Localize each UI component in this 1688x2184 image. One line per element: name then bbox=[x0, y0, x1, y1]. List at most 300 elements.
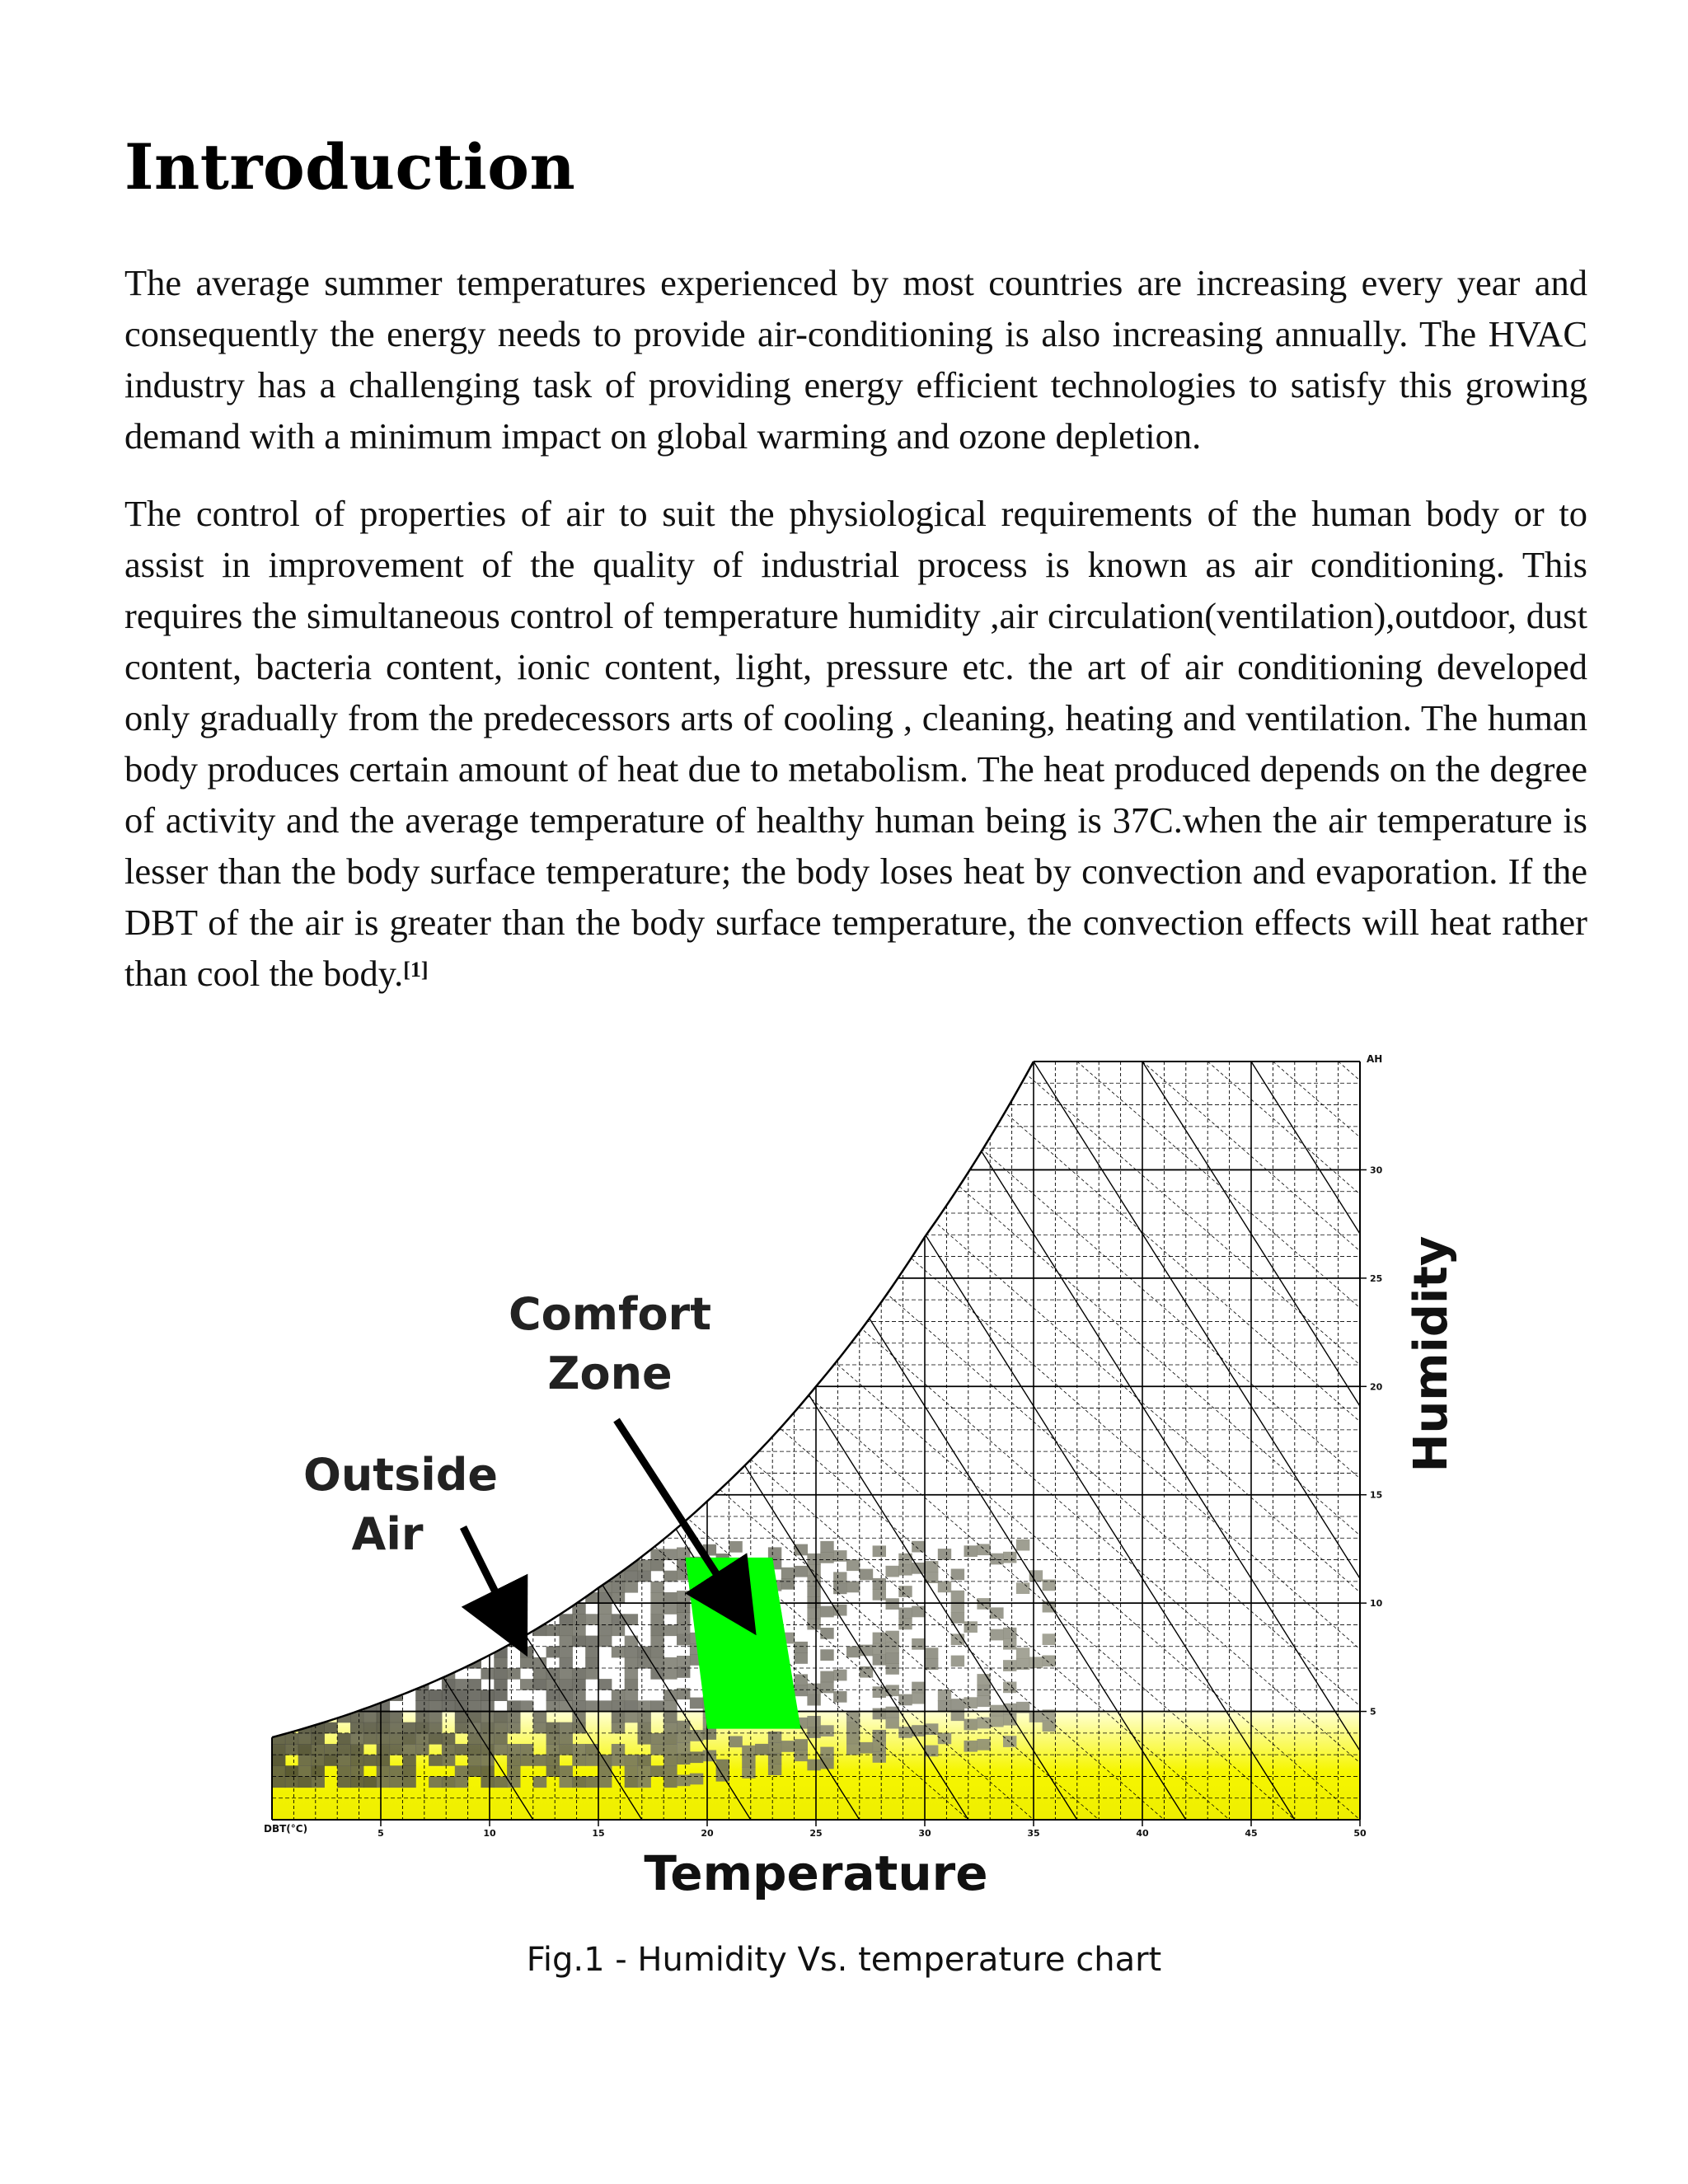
outside-air-cell bbox=[363, 1712, 377, 1723]
outside-air-cell bbox=[350, 1776, 363, 1788]
outside-air-cell bbox=[533, 1679, 546, 1690]
outside-air-cell bbox=[363, 1722, 377, 1734]
outside-air-cell bbox=[873, 1751, 886, 1763]
outside-air-cell bbox=[742, 1756, 755, 1768]
outside-air-cell bbox=[507, 1700, 520, 1712]
outside-air-cell bbox=[625, 1679, 638, 1690]
outside-air-cell bbox=[925, 1561, 938, 1572]
outside-air-cell bbox=[886, 1685, 899, 1696]
outside-air-cell bbox=[886, 1707, 899, 1718]
outside-air-cell bbox=[298, 1733, 312, 1745]
outside-air-cell bbox=[546, 1733, 560, 1745]
outside-air-cell bbox=[546, 1690, 560, 1701]
outside-air-cell bbox=[873, 1741, 886, 1752]
outside-air-cell bbox=[1043, 1720, 1056, 1732]
outside-air-cell bbox=[494, 1722, 507, 1734]
outside-air-cell bbox=[546, 1765, 560, 1777]
outside-air-cell bbox=[625, 1582, 638, 1593]
outside-air-cell bbox=[572, 1624, 585, 1636]
outside-air-cell bbox=[272, 1744, 285, 1755]
outside-air-cell bbox=[873, 1578, 886, 1590]
outside-air-cell bbox=[468, 1712, 481, 1723]
outside-air-cell bbox=[873, 1686, 886, 1698]
x-tick-label: 25 bbox=[809, 1828, 823, 1839]
outside-air-cell bbox=[585, 1592, 598, 1604]
outside-air-cell bbox=[363, 1733, 377, 1745]
outside-air-cell bbox=[468, 1679, 481, 1690]
outside-air-cell bbox=[886, 1652, 899, 1664]
outside-air-label-line2: Air bbox=[351, 1508, 424, 1560]
outside-air-cell bbox=[690, 1698, 703, 1709]
outside-air-cell bbox=[377, 1712, 390, 1723]
outside-air-cell bbox=[820, 1682, 833, 1694]
outside-air-cell bbox=[560, 1614, 573, 1625]
outside-air-cell bbox=[650, 1668, 663, 1680]
outside-air-cell bbox=[807, 1760, 820, 1771]
outside-air-cell bbox=[598, 1765, 612, 1777]
outside-air-cell bbox=[1003, 1638, 1016, 1650]
y-axis-title: Humidity bbox=[1404, 1235, 1458, 1473]
outside-air-cell bbox=[481, 1700, 494, 1712]
outside-air-cell bbox=[546, 1744, 560, 1755]
outside-air-cell bbox=[977, 1739, 990, 1750]
outside-air-cell bbox=[272, 1755, 285, 1766]
outside-air-cell bbox=[455, 1765, 468, 1777]
outside-air-cell bbox=[625, 1712, 638, 1723]
outside-air-cell bbox=[768, 1547, 781, 1558]
outside-air-cell bbox=[663, 1755, 677, 1766]
outside-air-cell bbox=[886, 1631, 899, 1643]
outside-air-cell bbox=[846, 1744, 860, 1755]
outside-air-cell bbox=[612, 1647, 625, 1658]
outside-air-cell bbox=[912, 1725, 925, 1736]
outside-air-cell bbox=[820, 1649, 833, 1661]
outside-air-cell bbox=[820, 1606, 833, 1618]
outside-air-cell bbox=[312, 1744, 325, 1755]
outside-air-cell bbox=[650, 1700, 663, 1712]
outside-air-cell bbox=[781, 1741, 795, 1752]
outside-air-cell bbox=[846, 1733, 860, 1745]
outside-air-cell bbox=[873, 1654, 886, 1666]
outside-air-cell bbox=[650, 1765, 663, 1777]
outside-air-cell bbox=[795, 1750, 808, 1761]
outside-air-cell bbox=[442, 1679, 455, 1690]
outside-air-cell bbox=[625, 1700, 638, 1712]
outside-air-cell bbox=[402, 1755, 415, 1766]
outside-air-cell bbox=[442, 1733, 455, 1745]
outside-air-cell bbox=[429, 1722, 442, 1734]
outside-air-cell bbox=[820, 1552, 833, 1563]
y-tick-label: 20 bbox=[1370, 1381, 1383, 1393]
outside-air-cell bbox=[951, 1569, 964, 1581]
outside-air-cell bbox=[650, 1560, 663, 1572]
outside-air-cell bbox=[1029, 1657, 1043, 1668]
outside-air-cell bbox=[415, 1712, 429, 1723]
outside-air-cell bbox=[585, 1755, 598, 1766]
outside-air-cell bbox=[898, 1608, 912, 1619]
outside-air-cell bbox=[455, 1722, 468, 1734]
outside-air-cell bbox=[533, 1722, 546, 1734]
outside-air-cell bbox=[598, 1636, 612, 1647]
outside-air-cell bbox=[846, 1722, 860, 1734]
outside-air-cell bbox=[638, 1700, 651, 1712]
outside-air-cell bbox=[663, 1744, 677, 1755]
outside-air-cell bbox=[390, 1744, 403, 1755]
outside-air-cell bbox=[468, 1755, 481, 1766]
outside-air-cell bbox=[977, 1718, 990, 1729]
outside-air-cell bbox=[873, 1643, 886, 1655]
outside-air-cell bbox=[938, 1549, 951, 1560]
outside-air-cell bbox=[625, 1755, 638, 1766]
outside-air-cell bbox=[846, 1711, 860, 1722]
outside-air-cell bbox=[494, 1712, 507, 1723]
outside-air-cell bbox=[337, 1776, 350, 1788]
outside-air-cell bbox=[886, 1566, 899, 1577]
outside-air-cell bbox=[494, 1733, 507, 1745]
paragraph-2-text: The control of properties of air to suit the physiological requirements of the human body or to assist in improvement of the quality of industrial process is known as air conditioning. This requires the simultaneous control of temperature humidity ,air circulation(ventilation),outdoor, dust content, bacteria content, ionic content, light, pressure etc. the art of air conditioning developed only gradually from the predecessors arts of cooling , cleaning, heating and ventilation. The human body produces certain amount of heat due to metabolism. The heat produced depends on the degree of activity and the average temperature of healthy human being is 37C.when the air temperature is lesser than the body surface temperature; the body loses heat by convection and evaporation. If the DBT of the air is greater than the body surface temperature, the convection effects will heat rather than cool the body. bbox=[124, 493, 1587, 994]
outside-air-cell bbox=[795, 1566, 808, 1577]
outside-air-cell bbox=[964, 1719, 978, 1731]
outside-air-cell bbox=[1003, 1628, 1016, 1639]
outside-air-cell bbox=[585, 1647, 598, 1658]
outside-air-cell bbox=[820, 1758, 833, 1769]
outside-air-cell bbox=[677, 1591, 690, 1602]
outside-air-cell bbox=[560, 1776, 573, 1788]
x-tick-label: 20 bbox=[701, 1828, 714, 1839]
outside-air-cell bbox=[873, 1730, 886, 1741]
outside-air-cell bbox=[546, 1722, 560, 1734]
outside-air-cell bbox=[873, 1633, 886, 1644]
comfort-zone-label-line2: Zone bbox=[547, 1347, 673, 1399]
y-tick-label: 5 bbox=[1370, 1706, 1376, 1718]
outside-air-cell bbox=[377, 1733, 390, 1745]
outside-air-cell bbox=[598, 1624, 612, 1636]
outside-air-cell bbox=[507, 1722, 520, 1734]
x-tick-label: 50 bbox=[1353, 1828, 1367, 1839]
outside-air-cell bbox=[402, 1733, 415, 1745]
outside-air-cell bbox=[285, 1733, 298, 1745]
outside-air-cell bbox=[860, 1569, 873, 1581]
outside-air-cell bbox=[663, 1624, 677, 1636]
outside-air-cell bbox=[663, 1765, 677, 1777]
outside-air-cell bbox=[1016, 1582, 1029, 1594]
outside-air-cell bbox=[507, 1668, 520, 1680]
outside-air-cell bbox=[572, 1744, 585, 1755]
outside-air-cell bbox=[677, 1721, 690, 1732]
outside-air-cell bbox=[886, 1663, 899, 1675]
outside-air-cell bbox=[598, 1679, 612, 1690]
outside-air-cell bbox=[912, 1638, 925, 1650]
outside-air-cell bbox=[272, 1765, 285, 1777]
outside-air-cell bbox=[546, 1647, 560, 1658]
outside-air-cell bbox=[363, 1776, 377, 1788]
outside-air-cell bbox=[520, 1744, 533, 1755]
outside-air-cell bbox=[977, 1685, 990, 1696]
outside-air-cell bbox=[990, 1705, 1003, 1717]
outside-air-cell bbox=[272, 1776, 285, 1788]
paragraph-1: The average summer temperatures experienced by most countries are increasing every year and consequently the energy needs to provide air-conditioning is also increasing annually. The HVAC industry has a challenging task of providing energy efficient technologies to satisfy this growing demand with a minimum impact on global warming and ozone depletion. bbox=[124, 262, 1587, 457]
outside-air-cell bbox=[533, 1668, 546, 1680]
outside-air-cell bbox=[860, 1742, 873, 1754]
outside-air-cell bbox=[898, 1619, 912, 1630]
outside-air-cell bbox=[677, 1656, 690, 1667]
outside-air-cell bbox=[886, 1642, 899, 1653]
outside-air-cell bbox=[324, 1755, 337, 1766]
outside-air-cell bbox=[298, 1744, 312, 1755]
outside-air-cell bbox=[494, 1776, 507, 1788]
outside-air-cell bbox=[298, 1755, 312, 1766]
outside-air-cell bbox=[690, 1774, 703, 1785]
outside-air-cell bbox=[533, 1776, 546, 1788]
outside-air-cell bbox=[625, 1765, 638, 1777]
outside-air-cell bbox=[663, 1733, 677, 1745]
outside-air-cell bbox=[1029, 1711, 1043, 1722]
outside-air-cell bbox=[612, 1624, 625, 1636]
outside-air-cell bbox=[560, 1624, 573, 1636]
outside-air-cell bbox=[507, 1755, 520, 1766]
outside-air-cell bbox=[951, 1612, 964, 1624]
outside-air-cell bbox=[285, 1776, 298, 1788]
outside-air-cell bbox=[807, 1586, 820, 1597]
outside-air-cell bbox=[612, 1582, 625, 1593]
outside-air-cell bbox=[807, 1554, 820, 1565]
outside-air-cell bbox=[560, 1657, 573, 1669]
outside-air-cell bbox=[560, 1647, 573, 1658]
outside-air-cell bbox=[612, 1722, 625, 1734]
outside-air-cell bbox=[377, 1765, 390, 1777]
outside-air-cell bbox=[650, 1744, 663, 1755]
outside-air-cell bbox=[481, 1744, 494, 1755]
outside-air-cell bbox=[455, 1744, 468, 1755]
outside-air-cell bbox=[350, 1744, 363, 1755]
outside-air-cell bbox=[820, 1747, 833, 1759]
outside-air-cell bbox=[886, 1718, 899, 1729]
outside-air-cell bbox=[585, 1657, 598, 1669]
outside-air-cell bbox=[390, 1733, 403, 1745]
outside-air-cell bbox=[820, 1671, 833, 1683]
outside-air-cell bbox=[455, 1679, 468, 1690]
outside-air-cell bbox=[768, 1742, 781, 1754]
figure-caption: Fig.1 - Humidity Vs. temperature chart bbox=[526, 1941, 1162, 1979]
outside-air-cell bbox=[612, 1712, 625, 1723]
outside-air-cell bbox=[468, 1744, 481, 1755]
y-tick-label: 25 bbox=[1370, 1272, 1383, 1284]
outside-air-cell bbox=[585, 1700, 598, 1712]
outside-air-cell bbox=[703, 1750, 716, 1762]
y-tick-label: 10 bbox=[1370, 1598, 1383, 1610]
outside-air-cell bbox=[442, 1690, 455, 1701]
outside-air-cell bbox=[481, 1765, 494, 1777]
outside-air-cell bbox=[612, 1700, 625, 1712]
outside-air-cell bbox=[494, 1744, 507, 1755]
outside-air-cell bbox=[833, 1691, 846, 1703]
outside-air-cell bbox=[612, 1614, 625, 1625]
outside-air-cell bbox=[650, 1582, 663, 1593]
outside-air-cell bbox=[873, 1589, 886, 1601]
outside-air-cell bbox=[1003, 1682, 1016, 1694]
outside-air-cell bbox=[820, 1541, 833, 1553]
outside-air-cell bbox=[350, 1722, 363, 1734]
outside-air-cell bbox=[755, 1744, 768, 1755]
outside-air-cell bbox=[1003, 1736, 1016, 1747]
outside-air-cell bbox=[964, 1545, 978, 1557]
outside-air-cell bbox=[768, 1764, 781, 1775]
outside-air-cell bbox=[1003, 1660, 1016, 1671]
outside-air-cell bbox=[572, 1776, 585, 1788]
outside-air-cell bbox=[912, 1606, 925, 1618]
outside-air-cell bbox=[625, 1647, 638, 1658]
x-tick-label: 15 bbox=[592, 1828, 605, 1839]
x-tick-label: 30 bbox=[918, 1828, 931, 1839]
outside-air-cell bbox=[807, 1684, 820, 1695]
outside-air-cell bbox=[429, 1776, 442, 1788]
outside-air-cell bbox=[572, 1668, 585, 1680]
x-tick-label: 40 bbox=[1136, 1828, 1149, 1839]
outside-air-cell bbox=[312, 1755, 325, 1766]
outside-air-cell bbox=[625, 1571, 638, 1582]
outside-air-cell bbox=[481, 1722, 494, 1734]
outside-air-cell bbox=[650, 1647, 663, 1658]
outside-air-cell bbox=[468, 1690, 481, 1701]
outside-air-cell bbox=[468, 1765, 481, 1777]
outside-air-cell bbox=[820, 1628, 833, 1639]
outside-air-label-line1: Outside bbox=[302, 1449, 499, 1501]
outside-air-cell bbox=[650, 1614, 663, 1625]
outside-air-cell bbox=[312, 1765, 325, 1777]
outside-air-cell bbox=[363, 1755, 377, 1766]
outside-air-cell bbox=[898, 1586, 912, 1597]
outside-air-cell bbox=[402, 1765, 415, 1777]
outside-air-cell bbox=[520, 1647, 533, 1658]
x-tick-label: 45 bbox=[1245, 1828, 1258, 1839]
outside-air-cell bbox=[873, 1708, 886, 1720]
outside-air-cell bbox=[1016, 1540, 1029, 1551]
outside-air-cell bbox=[468, 1700, 481, 1712]
outside-air-cell bbox=[677, 1742, 690, 1754]
outside-air-cell bbox=[663, 1592, 677, 1604]
outside-air-cell bbox=[402, 1722, 415, 1734]
outside-air-cell bbox=[638, 1755, 651, 1766]
outside-air-cell bbox=[415, 1690, 429, 1701]
outside-air-cell bbox=[350, 1733, 363, 1745]
outside-air-cell bbox=[807, 1716, 820, 1727]
outside-air-cell bbox=[638, 1571, 651, 1582]
outside-air-cell bbox=[690, 1730, 703, 1741]
outside-air-cell bbox=[638, 1722, 651, 1734]
outside-air-cell bbox=[807, 1727, 820, 1738]
outside-air-cell bbox=[650, 1592, 663, 1604]
outside-air-cell bbox=[677, 1612, 690, 1624]
outside-air-cell bbox=[663, 1776, 677, 1788]
outside-air-cell bbox=[990, 1716, 1003, 1727]
outside-air-cell bbox=[938, 1700, 951, 1712]
outside-air-cell bbox=[990, 1629, 1003, 1641]
outside-air-cell bbox=[598, 1700, 612, 1712]
outside-air-cell bbox=[663, 1571, 677, 1582]
outside-air-cell bbox=[795, 1685, 808, 1697]
outside-air-cell bbox=[298, 1765, 312, 1777]
outside-air-cell bbox=[390, 1722, 403, 1734]
outside-air-cell bbox=[964, 1741, 978, 1752]
outside-air-cell bbox=[507, 1744, 520, 1755]
outside-air-cell bbox=[560, 1765, 573, 1777]
outside-air-cell bbox=[638, 1733, 651, 1745]
outside-air-cell bbox=[663, 1700, 677, 1712]
outside-air-cell bbox=[625, 1776, 638, 1788]
outside-air-cell bbox=[638, 1776, 651, 1788]
outside-air-cell bbox=[350, 1765, 363, 1777]
outside-air-cell bbox=[481, 1733, 494, 1745]
outside-air-cell bbox=[572, 1690, 585, 1701]
outside-air-cell bbox=[795, 1642, 808, 1653]
outside-air-cell bbox=[703, 1728, 716, 1740]
outside-air-cell bbox=[650, 1549, 663, 1560]
outside-air-cell bbox=[298, 1776, 312, 1788]
x-tick-label: 35 bbox=[1027, 1828, 1040, 1839]
outside-air-cell bbox=[846, 1559, 860, 1571]
outside-air-cell bbox=[442, 1776, 455, 1788]
outside-air-cell bbox=[938, 1690, 951, 1701]
outside-air-cell bbox=[1043, 1656, 1056, 1667]
outside-air-cell bbox=[912, 1541, 925, 1553]
psychrometric-chart-figure bbox=[247, 1045, 1459, 1927]
outside-air-cell bbox=[690, 1751, 703, 1763]
y-tick-label: 15 bbox=[1370, 1489, 1383, 1501]
outside-air-cell bbox=[377, 1744, 390, 1755]
outside-air-cell bbox=[572, 1679, 585, 1690]
outside-air-cell bbox=[938, 1582, 951, 1593]
outside-air-cell bbox=[650, 1733, 663, 1745]
outside-air-cell bbox=[677, 1634, 690, 1646]
outside-air-cell bbox=[481, 1668, 494, 1680]
section-heading: Introduction bbox=[124, 130, 576, 204]
outside-air-cell bbox=[833, 1670, 846, 1681]
outside-air-cell bbox=[625, 1668, 638, 1680]
outside-air-cell bbox=[377, 1776, 390, 1788]
outside-air-cell bbox=[520, 1657, 533, 1669]
x-axis-corner-label: DBT(°C) bbox=[264, 1823, 308, 1835]
outside-air-cell bbox=[598, 1592, 612, 1604]
outside-air-cell bbox=[520, 1755, 533, 1766]
outside-air-cell bbox=[625, 1657, 638, 1669]
outside-air-cell bbox=[898, 1564, 912, 1576]
outside-air-cell bbox=[650, 1636, 663, 1647]
outside-air-cell bbox=[964, 1697, 978, 1708]
y-tick-label: 30 bbox=[1370, 1165, 1383, 1176]
citation-marker: [1] bbox=[403, 958, 429, 982]
outside-air-cell bbox=[638, 1712, 651, 1723]
outside-air-cell bbox=[324, 1744, 337, 1755]
outside-air-cell bbox=[612, 1744, 625, 1755]
outside-air-cell bbox=[494, 1690, 507, 1701]
outside-air-cell bbox=[585, 1636, 598, 1647]
outside-air-cell bbox=[481, 1712, 494, 1723]
outside-air-cell bbox=[312, 1776, 325, 1788]
outside-air-cell bbox=[507, 1765, 520, 1777]
outside-air-cell bbox=[402, 1744, 415, 1755]
outside-air-cell bbox=[533, 1755, 546, 1766]
outside-air-cell bbox=[795, 1739, 808, 1750]
outside-air-cell bbox=[585, 1614, 598, 1625]
outside-air-cell bbox=[598, 1603, 612, 1615]
outside-air-cell bbox=[846, 1582, 860, 1593]
outside-air-cell bbox=[533, 1712, 546, 1723]
outside-air-cell bbox=[1043, 1633, 1056, 1645]
outside-air-cell bbox=[285, 1744, 298, 1755]
outside-air-cell bbox=[650, 1657, 663, 1669]
outside-air-cell bbox=[285, 1765, 298, 1777]
x-tick-label: 5 bbox=[377, 1828, 384, 1839]
